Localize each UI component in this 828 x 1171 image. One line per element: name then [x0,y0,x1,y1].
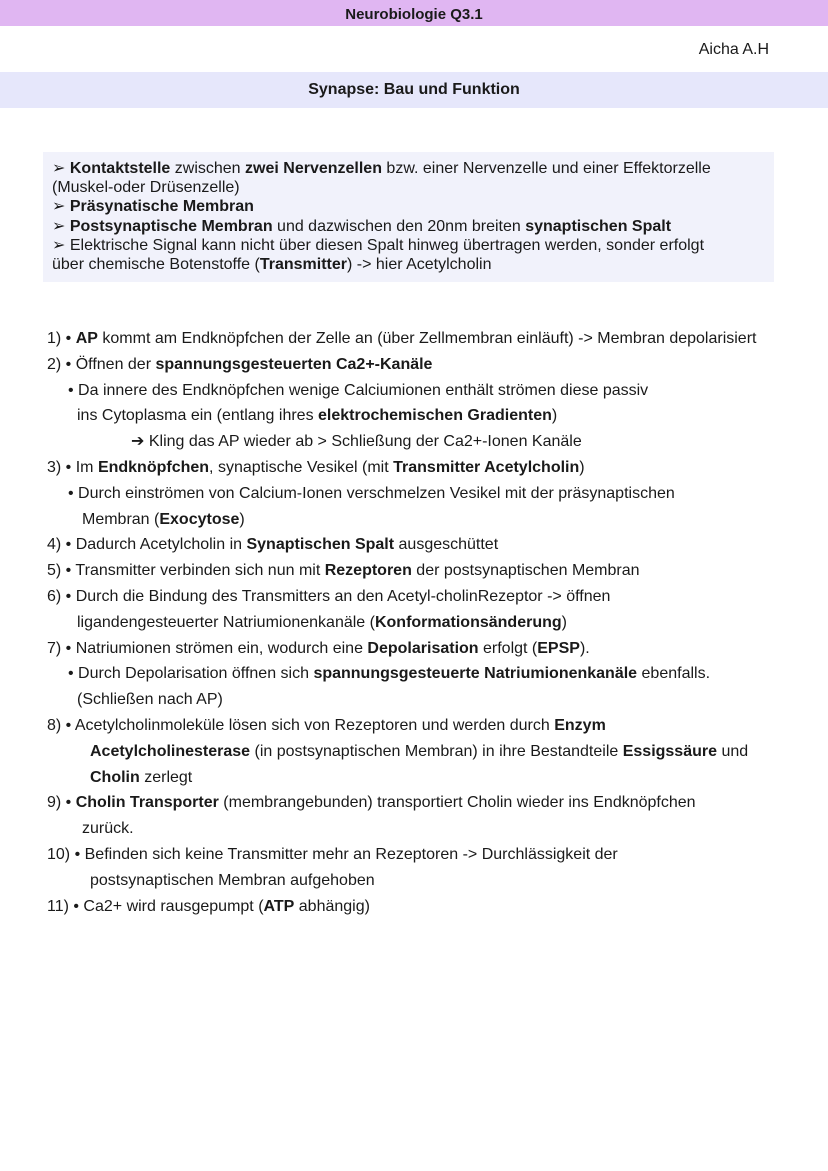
bold-term: Cholin [90,768,140,786]
step-7 [47,636,828,662]
text: ) [239,510,245,528]
text: zerlegt [139,768,193,786]
step-9-detail: zurück. [82,820,134,838]
text: bzw. einer Nervenzelle und einer Effektorzelle [381,160,711,177]
step-10: 10) • Befinden sich keine Transmitter mehr an Rezeptoren -> Durchlässigkeit der [47,845,618,863]
arrow-bullet: ➢ [52,217,70,235]
text: , synaptische Vesikel (mit [209,458,394,476]
step-9 [47,790,828,816]
process-steps-list [47,326,828,919]
text: erfolgt ( [478,639,538,657]
step-3 [47,455,828,481]
bold-term: Konformationsänderung [374,613,562,631]
text: Membran ( [82,510,160,528]
step-2-detail: • Da innere des Endknöpfchen wenige Calciumionen enthält strömen diese passiv [68,381,649,399]
section-title-bar [0,72,828,108]
summary-line [52,159,765,178]
text: über chemische Botenstoffe ( [52,256,260,274]
arrow-bullet: ➢ [52,160,70,177]
step-number: 2) • Öffnen der [47,355,156,373]
step-5 [47,558,828,584]
bold-term: Rezeptoren [324,562,412,580]
text: ). [579,639,590,657]
arrow-bullet: ➢ [52,198,70,216]
text: und [717,742,749,760]
step-number: 8) • Acetylcholinmoleküle lösen sich von Rezeptoren und werden durch [47,716,555,734]
text: ausgeschüttet [394,536,499,554]
text: und dazwischen den 20nm breiten [272,217,526,235]
summary-line: ➢ Elektrische Signal kann nicht über diesen Spalt hinweg übertragen werden, sonder erfolgt [52,236,705,254]
step-number: 4) • Dadurch Acetylcholin in [47,536,247,554]
bold-term: Transmitter Acetylcholin [393,458,580,476]
summary-box [43,152,774,282]
text: ) -> hier Acetylcholin [346,256,492,274]
bold-term: Endknöpfchen [97,458,210,476]
step-7-detail: (Schließen nach AP) [77,691,223,709]
step-8-detail [47,739,828,765]
summary-line [52,255,765,274]
author-name: Aicha A.H [698,41,769,58]
bold-term: ATP [263,897,295,915]
text: (membrangebunden) transportiert Cholin wieder ins Endknöpfchen [218,794,696,812]
step-6-detail [47,610,828,636]
bold-term: Enzym [554,716,606,734]
summary-line: (Muskel-oder Drüsenzelle) [52,179,240,197]
text: der postsynaptischen Membran [411,562,640,580]
bold-term: EPSP [537,639,580,657]
bold-term: Kontaktstelle [69,160,171,177]
bold-term: elektrochemischen Gradienten [318,407,552,425]
step-10-detail: postsynaptischen Membran aufgehoben [90,871,375,889]
bold-term: Acetylcholinesterase [90,742,251,760]
text: zwischen [170,160,246,177]
step-number: 1) • [47,330,76,347]
text: • Durch Depolarisation öffnen sich [68,665,314,683]
step-4 [47,532,828,558]
step-3-detail [47,507,828,533]
bold-term: Transmitter [259,256,347,274]
text: kommt am Endknöpfchen der Zelle an (über Zellmembran einläuft) -> Membran depolarisiert [97,330,757,347]
step-11 [47,894,828,920]
bold-term: spannungsgesteuerten Ca2+-Kanäle [155,355,433,373]
bold-term: zwei Nervenzellen [245,160,382,177]
bold-term: Cholin Transporter [75,794,219,812]
text: ) [561,613,567,631]
text: (in postsynaptischen Membran) in ihre Bestandteile [250,742,623,760]
summary-line [52,217,765,236]
text: ins Cytoplasma ein (entlang ihres [77,407,319,425]
summary-line [52,197,765,216]
bold-term: Depolarisation [367,639,479,657]
step-number: 3) • Im [47,458,98,476]
step-7-detail [47,661,828,687]
step-8-detail [47,765,828,791]
bold-term: Synaptischen Spalt [246,536,395,554]
text: ebenfalls. [637,665,711,683]
step-2-conclusion: ➔ Kling das AP wieder ab > Schließung der Ca2+-Ionen Kanäle [131,433,582,451]
step-8 [47,713,828,739]
document-title: Neurobiologie Q3.1 [345,6,483,23]
text: ) [551,407,558,425]
step-3-detail: • Durch einströmen von Calcium-Ionen verschmelzen Vesikel mit der präsynaptischen [68,484,675,502]
bold-term: Postsynaptische Membran [69,217,273,235]
bold-term: synaptischen Spalt [525,217,672,235]
document-title-bar [0,0,828,26]
bold-term: Essigssäure [622,742,717,760]
step-number: 7) • Natriumionen strömen ein, wodurch eine [47,639,368,657]
step-number: 9) • [47,794,76,812]
step-number: 11) • Ca2+ wird rausgepumpt ( [47,897,264,915]
bold-term: Präsynatische Membran [69,198,254,216]
text: ) [579,458,585,476]
step-2-detail [47,403,828,429]
text: abhängig) [294,897,370,915]
bold-term: AP [75,330,98,347]
bold-term: Exocytose [159,510,240,528]
step-6: 6) • Durch die Bindung des Transmitters an den Acetyl-cholinRezeptor -> öffnen [47,587,611,605]
step-number: 5) • Transmitter verbinden sich nun mit [47,562,325,580]
section-title: Synapse: Bau und Funktion [308,81,520,98]
text: ligandengesteuerter Natriumionenkanäle ( [77,613,375,631]
step-2 [47,352,828,378]
bold-term: spannungsgesteuerte Natriumionenkanäle [313,665,638,683]
step-1 [47,326,828,352]
